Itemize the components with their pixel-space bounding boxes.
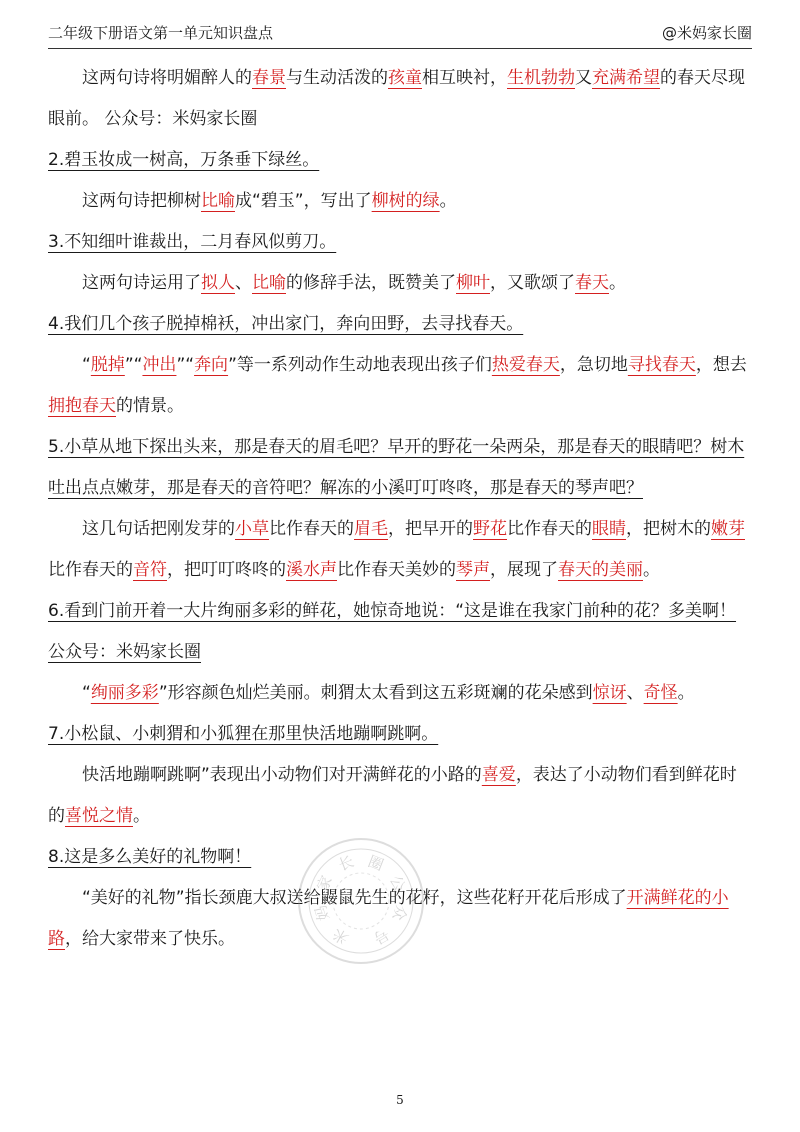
question-line — [48, 591, 752, 673]
seal-letter: 号 — [370, 924, 393, 948]
answer-text: 的修辞手法，既赞美了 — [286, 273, 456, 293]
answer-text: 、 — [235, 273, 252, 293]
answer-text: ，又歌颂了 — [490, 273, 575, 293]
question-line — [48, 304, 752, 345]
key-term: 热爱春天 — [491, 355, 560, 375]
question-text: 3.不知细叶谁裁出，二月春风似剪刀。 — [48, 232, 337, 252]
key-term: 充满希望 — [592, 68, 660, 88]
question-text: 8.这是多么美好的礼物啊！ — [48, 847, 252, 867]
question-line — [48, 140, 752, 181]
answer-paragraph — [48, 755, 752, 837]
page-header — [48, 18, 752, 49]
answer-text: ，急切地 — [559, 355, 628, 375]
question-text: 2.碧玉妆成一树高，万条垂下绿丝。 — [48, 150, 320, 170]
seal-letter: 圈 — [365, 852, 387, 875]
answer-text: 。 — [609, 273, 626, 293]
answer-text: ，给大家带来了快乐。 — [65, 929, 235, 949]
answer-text: “ — [82, 683, 91, 703]
answer-text: 比作春天的 — [507, 519, 592, 539]
answer-text: 与生动活泼的 — [286, 68, 388, 88]
key-term: 音符 — [133, 560, 167, 580]
answer-paragraph — [48, 58, 752, 140]
key-term: 眼睛 — [592, 519, 626, 539]
answer-text: 的情景。 — [116, 396, 184, 416]
answer-text: 。 — [439, 191, 457, 211]
answer-text: ，把叮叮咚咚的 — [167, 560, 286, 580]
key-term: 拟人 — [201, 273, 235, 293]
key-term: 溪水声 — [286, 560, 337, 580]
answer-text: 。 — [677, 683, 695, 703]
answer-paragraph — [48, 345, 752, 427]
key-term: 春天 — [575, 273, 609, 293]
answer-text: ”“ — [124, 355, 143, 375]
key-term: 惊讶 — [592, 683, 627, 703]
key-term: 柳树的绿 — [371, 191, 440, 211]
answer-text: ，把树木的 — [626, 519, 711, 539]
key-term: 拥抱春天 — [48, 396, 116, 416]
key-term: 嫩芽 — [711, 519, 745, 539]
key-term: 冲出 — [142, 355, 177, 375]
question-line — [48, 427, 752, 509]
answer-text: 又 — [575, 68, 592, 88]
key-term: 春天的美丽 — [558, 560, 643, 580]
answer-text: 比作春天的 — [48, 560, 133, 580]
answer-text: 、 — [626, 683, 644, 703]
page-number: 5 — [396, 1093, 404, 1107]
answer-text: ”形容颜色灿烂美丽。刺猬太太看到这五彩斑斓的花朵感到 — [158, 683, 593, 703]
key-term: 野花 — [473, 519, 507, 539]
answer-text: 这几句话把刚发芽的 — [82, 519, 235, 539]
key-term: 琴声 — [456, 560, 490, 580]
answer-text: 成“碧玉”，写出了 — [235, 191, 372, 211]
answer-text: 比作春天的 — [269, 519, 354, 539]
answer-text: ，表达了小动物们看到鲜花时的 — [48, 765, 737, 826]
answer-text: 这两句诗将明媚醉人的 — [82, 68, 252, 88]
answer-text: 。 — [133, 806, 150, 826]
seal-letter: 米 — [329, 924, 352, 948]
answer-paragraph — [48, 509, 752, 591]
key-term: 奔向 — [194, 355, 229, 375]
key-term: 生机勃勃 — [507, 68, 575, 88]
document-body — [48, 58, 752, 960]
header-author: @米妈家长圈 — [661, 24, 752, 42]
answer-text: “美好的礼物”指长颈鹿大叔送给鼹鼠先生的花籽，这些花籽开花后形成了 — [82, 888, 627, 908]
answer-text: 快活地蹦啊跳啊”表现出小动物们对开满鲜花的小路的 — [82, 765, 482, 785]
key-term: 比喻 — [252, 273, 286, 293]
seal-letter: 众 — [388, 903, 411, 923]
seal-letter: 家 — [313, 872, 336, 895]
key-term: 喜悦之情 — [65, 806, 133, 826]
key-term: 柳叶 — [456, 273, 490, 293]
key-term: 春景 — [252, 68, 286, 88]
answer-text: ，展现了 — [490, 560, 558, 580]
question-text: 6.看到门前开着一大片绚丽多彩的鲜花，她惊奇地说：“这是谁在我家门前种的花？多美啊！公众号：米妈家长圈 — [48, 601, 737, 662]
question-text: 7.小松鼠、小刺猬和小狐狸在那里快活地蹦啊跳啊。 — [48, 724, 439, 744]
answer-text: ”等一系列动作生动地表现出孩子们 — [228, 355, 492, 375]
answer-paragraph — [48, 673, 752, 714]
answer-text: 相互映衬， — [422, 68, 507, 88]
watermark-seal-icon — [290, 830, 432, 972]
answer-text: 这两句诗把柳树 — [82, 191, 201, 211]
question-text: 4.我们几个孩子脱掉棉袄，冲出家门，奔向田野，去寻找春天。 — [48, 314, 524, 334]
key-term: 比喻 — [201, 191, 235, 211]
question-line — [48, 222, 752, 263]
seal-letter: 公 — [386, 872, 409, 895]
answer-text: ，想去 — [695, 355, 747, 375]
key-term: 孩童 — [388, 68, 422, 88]
key-term: 小草 — [235, 519, 269, 539]
key-term: 奇怪 — [643, 683, 678, 703]
question-text: 5.小草从地下探出头来，那是春天的眉毛吧？早开的野花一朵两朵，那是春天的眼睛吧？树木吐出点点嫩芽，那是春天的音符吧？解冻的小溪叮叮咚咚，那是春天的琴声吧？ — [48, 437, 745, 498]
seal-letter: 妈 — [311, 903, 334, 923]
answer-text: ，把早开的 — [388, 519, 473, 539]
key-term: 脱掉 — [90, 355, 125, 375]
header-title: 二年级下册语文第一单元知识盘点 — [48, 24, 274, 42]
key-term: 寻找春天 — [627, 355, 696, 375]
answer-text: 比作春天美妙的 — [337, 560, 456, 580]
answer-text: 这两句诗运用了 — [82, 273, 201, 293]
question-line — [48, 714, 752, 755]
answer-text: 的春天尽现眼前。 公众号：米妈家长圈 — [48, 68, 745, 129]
answer-text: ”“ — [176, 355, 195, 375]
seal-letter: 长 — [335, 852, 357, 875]
answer-paragraph — [48, 181, 752, 222]
key-term: 眉毛 — [354, 519, 388, 539]
key-term: 绚丽多彩 — [90, 683, 159, 703]
answer-text: “ — [82, 355, 91, 375]
answer-paragraph — [48, 263, 752, 304]
key-term: 开满鲜花的小路 — [48, 888, 729, 949]
answer-text: 。 — [643, 560, 660, 580]
key-term: 喜爱 — [481, 765, 516, 785]
